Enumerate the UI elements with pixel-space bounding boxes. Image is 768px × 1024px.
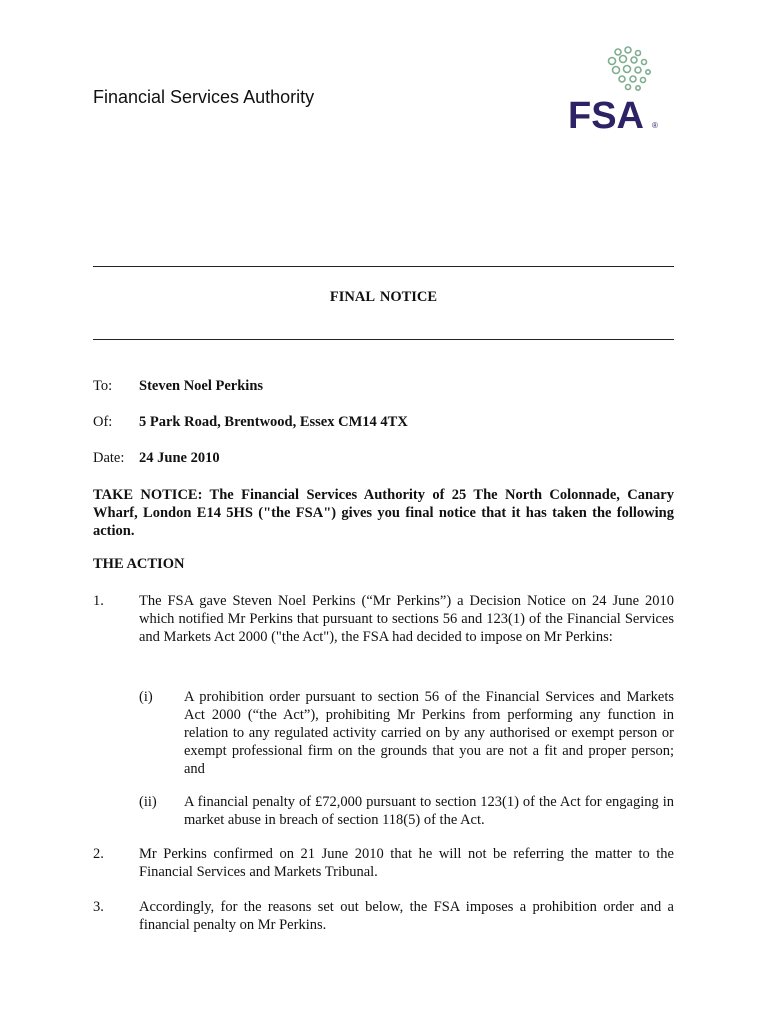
to-field bbox=[93, 378, 263, 395]
sub-item-i bbox=[139, 688, 674, 778]
fsa-logo bbox=[566, 44, 662, 136]
paragraph-number: 2. bbox=[93, 846, 104, 862]
date-field bbox=[93, 450, 220, 467]
sub-item-text: A financial penalty of £72,000 pursuant to section 123(1) of the Act for engaging in market abuse in breach of section 118(5) of the Act. bbox=[184, 794, 674, 828]
paragraph-3 bbox=[93, 898, 674, 934]
sub-item-number: (ii) bbox=[139, 794, 157, 810]
of-value: 5 Park Road, Brentwood, Essex CM14 4TX bbox=[139, 414, 408, 430]
sub-item-ii bbox=[139, 793, 674, 829]
registered-mark: ® bbox=[652, 121, 658, 130]
paragraph-1 bbox=[93, 592, 674, 646]
paragraph-text: The FSA gave Steven Noel Perkins (“Mr Perkins”) a Decision Notice on 24 June 2010 which notified Mr Perkins that pursuant to sections 56 and 123(1) of the Financial Services and Markets Act 2000 ("the Act"), the FSA had decided to impose on Mr Perkins: bbox=[139, 593, 674, 645]
organisation-name: Financial Services Authority bbox=[93, 87, 315, 107]
bottom-divider bbox=[93, 339, 674, 340]
to-value: Steven Noel Perkins bbox=[139, 378, 264, 394]
date-value: 24 June 2010 bbox=[139, 450, 220, 466]
take-notice-paragraph: TAKE NOTICE: The Financial Services Authority of 25 The North Colonnade, Canary Wharf, London E14 5HS ("the FSA") gives you final notice that it has taken the following action. bbox=[93, 487, 674, 539]
date-label: Date: bbox=[93, 450, 125, 466]
to-label: To: bbox=[93, 378, 113, 394]
paragraph-2 bbox=[93, 845, 674, 881]
of-label: Of: bbox=[93, 414, 113, 430]
top-divider bbox=[93, 266, 674, 267]
sub-item-number: (i) bbox=[139, 689, 153, 705]
paragraph-text: Accordingly, for the reasons set out below, the FSA imposes a prohibition order and a financial penalty on Mr Perkins. bbox=[139, 899, 674, 933]
paragraph-number: 3. bbox=[93, 899, 104, 915]
sub-item-text: A prohibition order pursuant to section 56 of the Financial Services and Markets Act 2000 (“the Act”), prohibiting Mr Perkins from performing any function in relation to any regulated activity carried on by any authorised or exempt person or exempt professional firm on the grounds that you are not a fit and proper person; and bbox=[184, 689, 674, 777]
paragraph-number: 1. bbox=[93, 593, 104, 609]
fsa-logo-mark-icon bbox=[609, 47, 651, 90]
action-heading: THE ACTION bbox=[93, 556, 185, 572]
fsa-logo-text: FSA bbox=[568, 95, 644, 136]
of-field bbox=[93, 414, 408, 431]
notice-title: FINAL NOTICE bbox=[329, 289, 438, 305]
paragraph-text: Mr Perkins confirmed on 21 June 2010 that he will not be referring the matter to the Financial Services and Markets Tribunal. bbox=[139, 846, 674, 880]
